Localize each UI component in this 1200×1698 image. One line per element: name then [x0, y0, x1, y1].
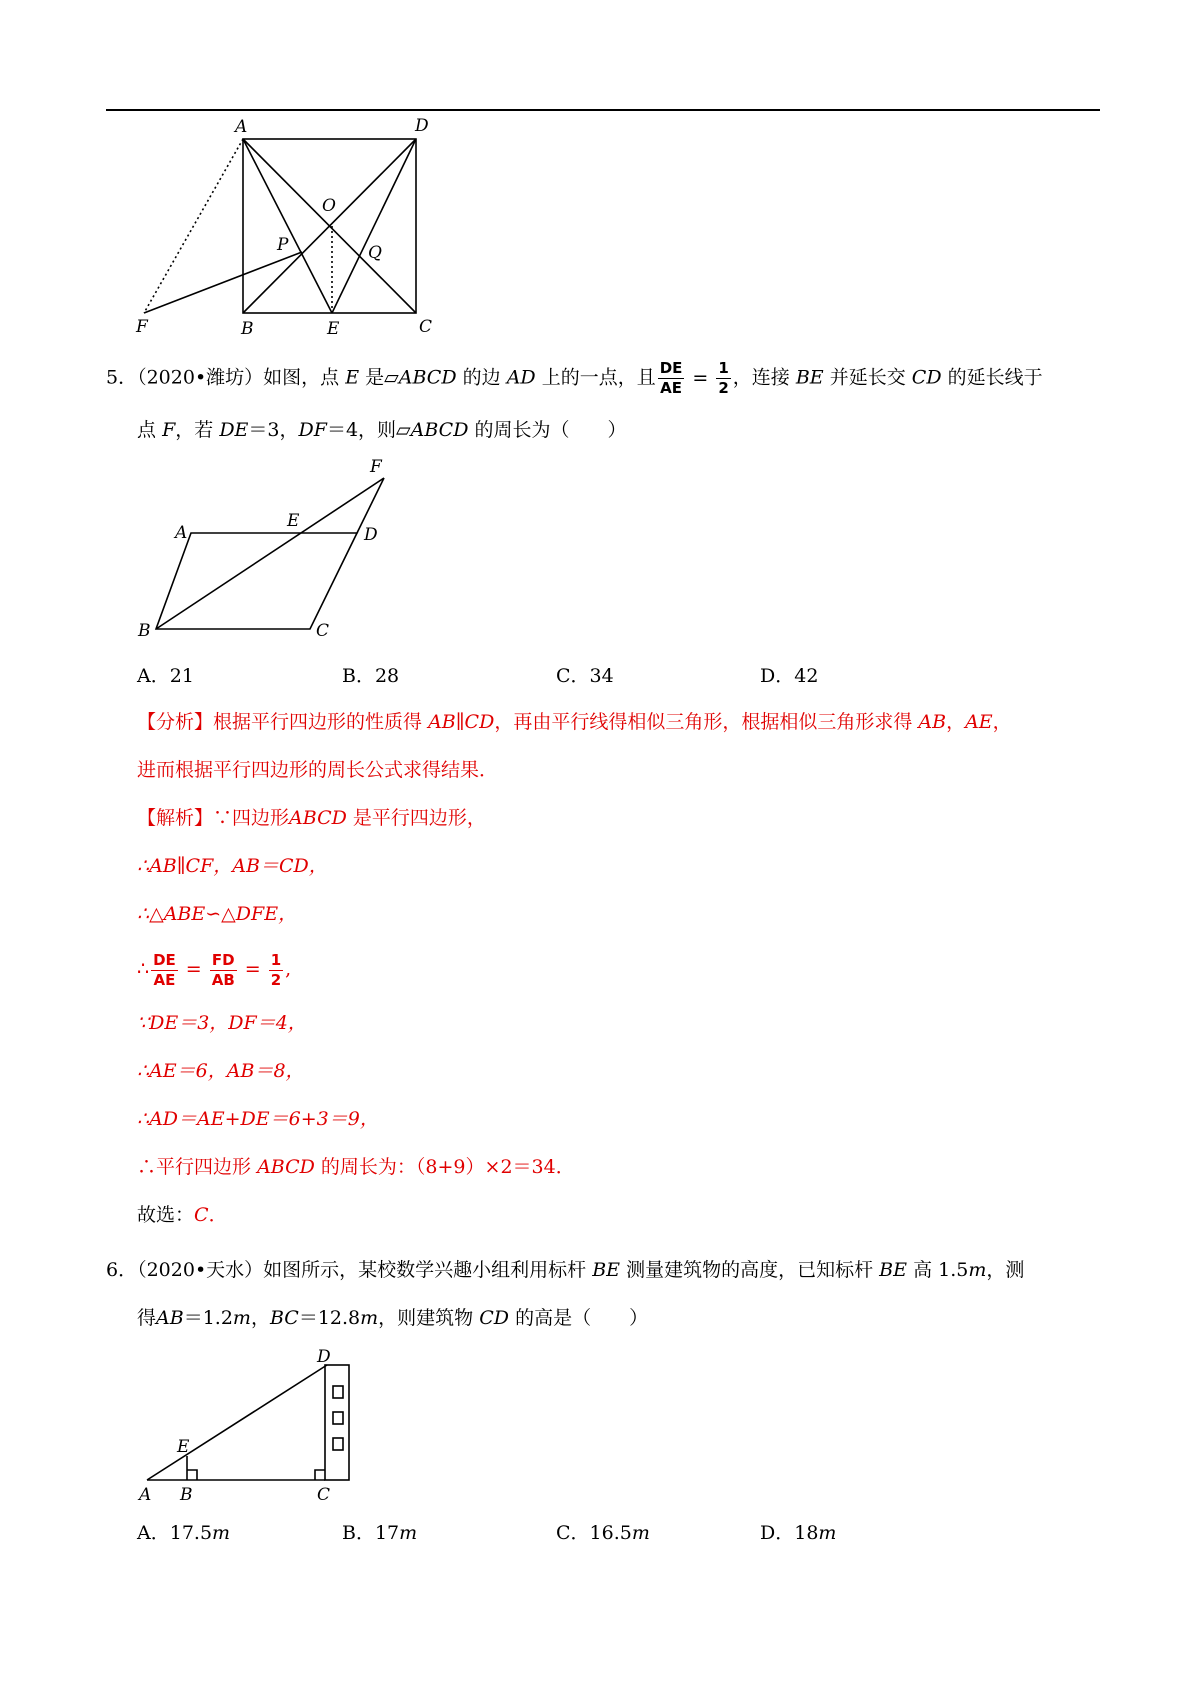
q6-label-B: B: [180, 1485, 193, 1505]
q5-label-D: D: [364, 525, 378, 545]
q5-label-E: E: [287, 511, 300, 531]
label-C: C: [419, 317, 433, 337]
q5-solution-line8: ∴平行四边形 ABCD 的周长为：（8+9）×2＝34．: [137, 1156, 575, 1178]
fraction-fd-ab: $\frac{FD}{AB}$: [211, 950, 235, 989]
q5-label-B: B: [138, 621, 151, 641]
fraction-de-ae: $\frac{DE}{AE}$: [659, 359, 683, 397]
figure-building: [135, 1340, 375, 1520]
fraction-de-ae-solution: $\frac{DE}{AE}$: [153, 950, 176, 989]
q5-analysis-line2: 进而根据平行四边形的周长公式求得结果．: [137, 759, 499, 781]
fraction-half-solution: $\frac{1}{2}$: [270, 950, 282, 989]
q6-option-b[interactable]: B．17m: [342, 1522, 418, 1544]
q6-option-d[interactable]: D．18m: [760, 1522, 837, 1544]
q6-label-E: E: [177, 1437, 190, 1457]
label-D: D: [415, 116, 429, 136]
q5-solution-line5: ∵DE＝3，DF＝4，: [137, 1012, 307, 1034]
label-P: P: [277, 235, 289, 255]
q5-option-b[interactable]: B．28: [342, 665, 400, 687]
q6-option-c[interactable]: C．16.5m: [556, 1522, 650, 1544]
q5-label-A: A: [175, 523, 188, 543]
q5-stem-line2: 点 F，若 DE＝3，DF＝4，则▱ABCD 的周长为（ ）: [137, 419, 627, 441]
q5-option-c[interactable]: C．34: [556, 665, 614, 687]
q6-label-C: C: [317, 1485, 331, 1505]
header-rule: [106, 109, 1100, 111]
q5-solution-line9: 故选：C．: [137, 1204, 228, 1226]
label-F: F: [136, 317, 148, 337]
q5-solution-line7: ∴AD＝AE+DE＝6+3＝9，: [137, 1108, 379, 1130]
q5-solution-line4: ∴ $\frac{DE}{AE}$ = $\frac{FD}{AB}$ = $\frac{1}{2}$ ,: [137, 950, 292, 989]
q5-solution-line3: ∴△ABE∽△DFE，: [137, 903, 298, 925]
figure-parallelogram: [132, 452, 402, 652]
q5-option-a[interactable]: A．21: [137, 665, 194, 687]
label-A: A: [235, 117, 248, 137]
q5-label-C: C: [316, 621, 330, 641]
q6-stem-line2: 得AB＝1.2m，BC＝12.8m，则建筑物 CD 的高是（ ）: [137, 1307, 649, 1329]
q5-solution-line6: ∴AE＝6，AB＝8，: [137, 1060, 305, 1082]
q6-option-a[interactable]: A．17.5m: [137, 1522, 231, 1544]
q6-label-D: D: [317, 1347, 331, 1367]
figure-square: [130, 112, 450, 340]
q5-stem-line1: 5．（2020•潍坊）如图，点 E 是▱ABCD 的边 AD 上的一点，且 $\frac{DE}{AE}$ = $\frac{1}{2}$ ，连接 BE 并延长交 CD 的延长线于: [106, 359, 1043, 397]
q5-solution-line1: 【解析】∵四边形ABCD 是平行四边形，: [137, 807, 486, 829]
q5-option-d[interactable]: D．42: [760, 665, 819, 687]
q5-label-F: F: [370, 457, 382, 477]
q6-stem-line1: 6．（2020•天水）如图所示，某校数学兴趣小组利用标杆 BE 测量建筑物的高度，已知标杆 BE 高 1.5m，测: [106, 1259, 1025, 1281]
q6-label-A: A: [139, 1485, 152, 1505]
label-Q: Q: [368, 243, 382, 263]
fraction-one-half: $\frac{1}{2}$: [718, 359, 729, 397]
q5-analysis-line1: 【分析】根据平行四边形的性质得 AB∥CD，再由平行线得相似三角形，根据相似三角形求得 AB，AE，: [137, 711, 1012, 733]
label-B: B: [241, 319, 254, 339]
label-O: O: [322, 196, 336, 216]
label-E: E: [327, 319, 340, 339]
q5-solution-line2: ∴AB∥CF，AB＝CD，: [137, 855, 328, 877]
